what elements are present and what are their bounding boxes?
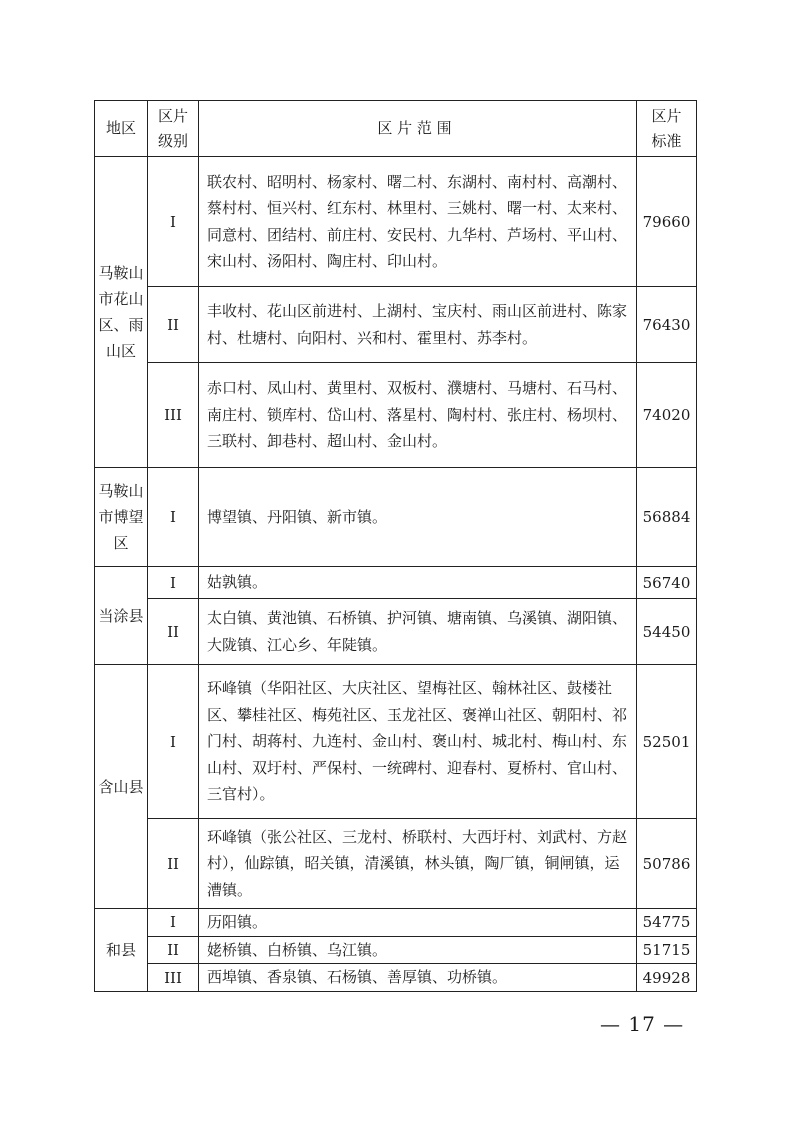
page-number: — 17 — — [600, 1012, 685, 1036]
level-cell: I — [148, 157, 199, 287]
standard-cell: 49928 — [637, 964, 697, 992]
table-row — [95, 599, 697, 665]
standard-cell: 54450 — [637, 599, 697, 665]
header-level: 区片级别 — [148, 101, 199, 157]
standard-cell: 52501 — [637, 665, 697, 819]
level-cell: I — [148, 665, 199, 819]
standard-cell: 76430 — [637, 287, 697, 363]
level-cell: I — [148, 567, 199, 599]
standard-cell: 74020 — [637, 363, 697, 468]
standard-cell: 54775 — [637, 909, 697, 937]
range-cell: 历阳镇。 — [199, 909, 637, 937]
range-cell: 太白镇、黄池镇、石桥镇、护河镇、塘南镇、乌溪镇、湖阳镇、大陇镇、江心乡、年陡镇。 — [199, 599, 637, 665]
table-row — [95, 468, 697, 567]
table-row — [95, 665, 697, 819]
range-cell: 丰收村、花山区前进村、上湖村、宝庆村、雨山区前进村、陈家村、杜塘村、向阳村、兴和村、霍里村、苏李村。 — [199, 287, 637, 363]
table-row — [95, 363, 697, 468]
range-cell: 联农村、昭明村、杨家村、曙二村、东湖村、南村村、高潮村、蔡村村、恒兴村、红东村、林里村、三姚村、曙一村、太来村、同意村、团结村、前庄村、安民村、九华村、芦场村、平山村、宋山村、汤阳村、陶庄村、印山村。 — [199, 157, 637, 287]
level-cell: II — [148, 819, 199, 909]
region-cell: 含山县 — [95, 665, 148, 909]
table-row — [95, 936, 697, 964]
level-cell: III — [148, 363, 199, 468]
range-cell: 环峰镇（张公社区、三龙村、桥联村、大西圩村、刘武村、方赵村），仙踪镇，昭关镇，清溪镇，林头镇，陶厂镇，铜闸镇，运漕镇。 — [199, 819, 637, 909]
table-header-row — [95, 101, 697, 157]
region-cell: 马鞍山市花山区、雨山区 — [95, 157, 148, 468]
level-cell: II — [148, 287, 199, 363]
table-row — [95, 287, 697, 363]
table-row — [95, 909, 697, 937]
range-cell: 博望镇、丹阳镇、新市镇。 — [199, 468, 637, 567]
range-cell: 姑孰镇。 — [199, 567, 637, 599]
header-region: 地区 — [95, 101, 148, 157]
region-cell: 当涂县 — [95, 567, 148, 665]
standard-cell: 51715 — [637, 936, 697, 964]
range-cell: 赤口村、凤山村、黄里村、双板村、濮塘村、马塘村、石马村、南庄村、锁库村、岱山村、落星村、陶村村、张庄村、杨坝村、三联村、卸巷村、超山村、金山村。 — [199, 363, 637, 468]
table-row — [95, 819, 697, 909]
standard-cell: 50786 — [637, 819, 697, 909]
header-range: 区 片 范 围 — [199, 101, 637, 157]
standard-cell: 56884 — [637, 468, 697, 567]
table-row — [95, 964, 697, 992]
region-cell: 马鞍山市博望区 — [95, 468, 148, 567]
standard-cell: 79660 — [637, 157, 697, 287]
table-row — [95, 157, 697, 287]
level-cell: II — [148, 936, 199, 964]
level-cell: I — [148, 909, 199, 937]
land-price-table — [94, 100, 697, 992]
level-cell: III — [148, 964, 199, 992]
range-cell: 环峰镇（华阳社区、大庆社区、望梅社区、翰林社区、鼓楼社区、攀桂社区、梅苑社区、玉龙社区、褒禅山社区、朝阳村、祁门村、胡蒋村、九连村、金山村、褒山村、城北村、梅山村、东山村、双圩村、严保村、一统碑村、迎春村、夏桥村、官山村、三官村）。 — [199, 665, 637, 819]
range-cell: 西埠镇、香泉镇、石杨镇、善厚镇、功桥镇。 — [199, 964, 637, 992]
standard-cell: 56740 — [637, 567, 697, 599]
range-cell: 姥桥镇、白桥镇、乌江镇。 — [199, 936, 637, 964]
header-standard: 区片标准 — [637, 101, 697, 157]
level-cell: I — [148, 468, 199, 567]
table-row — [95, 567, 697, 599]
region-cell: 和县 — [95, 909, 148, 992]
level-cell: II — [148, 599, 199, 665]
